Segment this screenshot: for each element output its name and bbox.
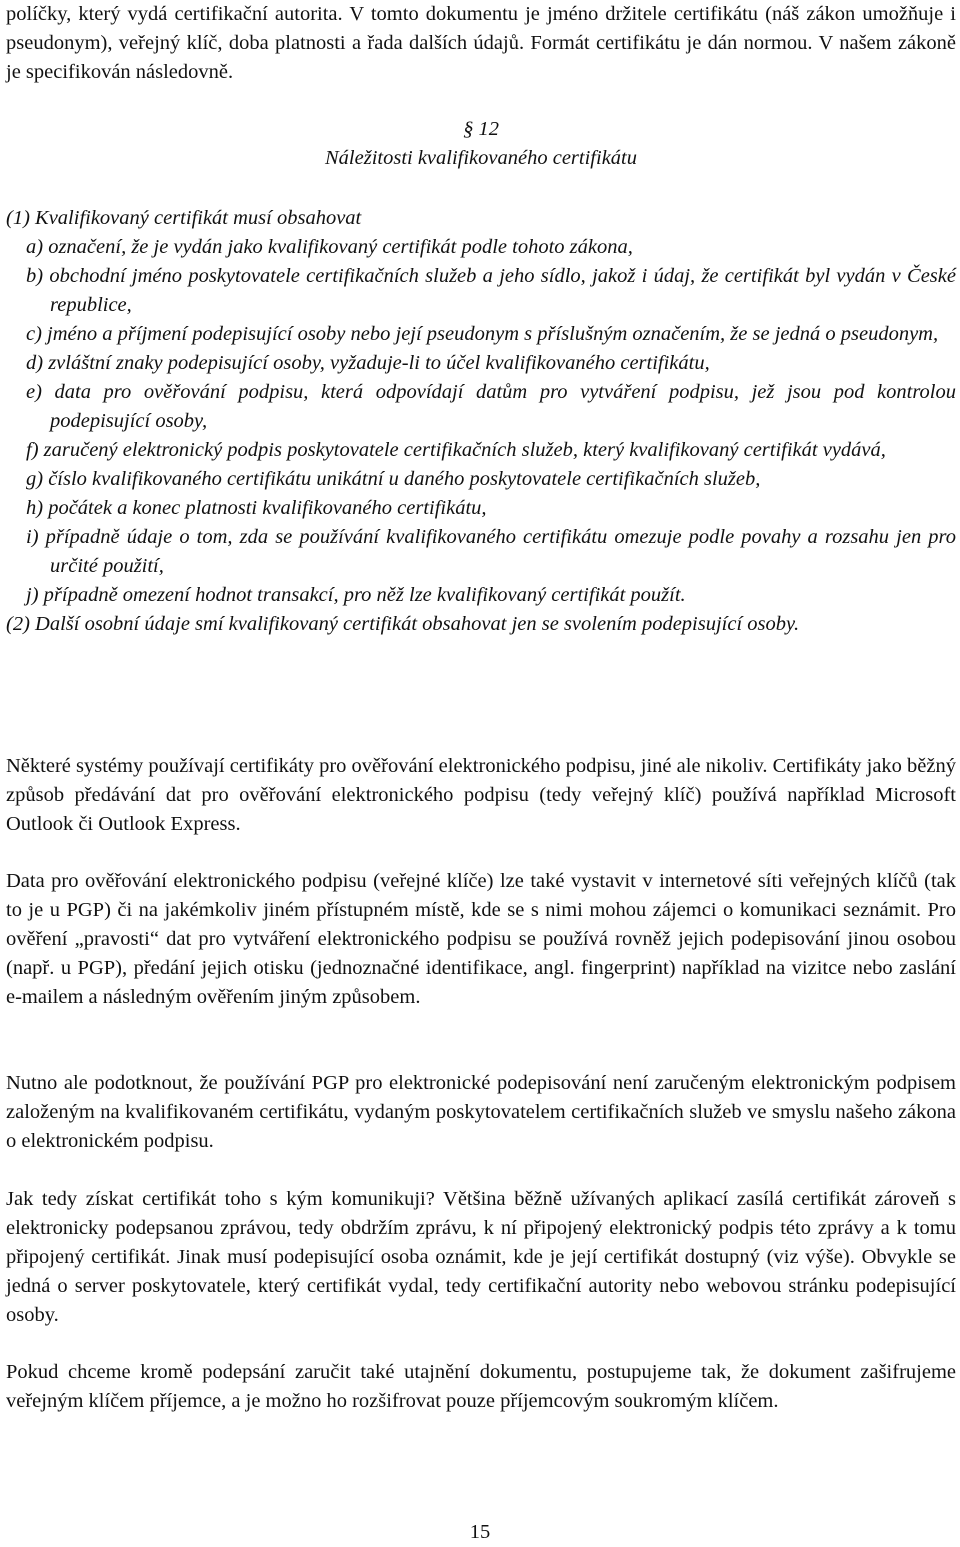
list-item-a: a) označení, že je vydán jako kvalifikovaný certifikát podle tohoto zákona, [26, 236, 633, 258]
section-title: Náležitosti kvalifikovaného certifikátu [325, 147, 637, 169]
paragraph-public-keys: Data pro ověřování elektronického podpisu (veřejné klíče) lze také vystavit v internetové síti veřejných klíčů (tak to je u PGP) či na jakémkoliv jiném přístupném místě, kde se s nimi mohou zájemci o komunikaci seznámit. Pro ověření „pravosti“ dat pro vytváření elektronického podpisu se používá rovněž jejich podepisování jinou osobou (např. u PGP), předání jejich otisku (jednoznačné identifikace, angl. fingerprint) například na vizitce nebo zaslání e-mailem a následným ověřením jiným způsobem. [6, 870, 956, 1008]
list-item-j: j) případně omezení hodnot transakcí, pro něž lze kvalifikovaný certifikát použít. [26, 584, 686, 606]
paragraph-pgp: Nutno ale podotknout, že používání PGP pro elektronické podepisování není zaručeným elektronickým podpisem založeným na kvalifikovaném certifikátu, vydaným poskytovatelem certifikačních služeb ve smyslu našeho zákona o elektronickém podpisu. [6, 1072, 956, 1152]
paragraph-get-certificate: Jak tedy získat certifikát toho s kým komunikuji? Většina běžně užívaných aplikací zasílá certifikát zároveň s elektronicky podepsanou zprávou, tedy obdržím zprávu, k ní připojený elektronický podpis této zprávy a k tomu připojený certifikát. Jinak musí podepisující osoba oznámit, kde je její certifikát dostupný (viz výše). Obvykle se jedná o server poskytovatele, který certifikát vydal, tedy certifikační autority nebo webovou stránku podepisující osoby. [6, 1188, 956, 1326]
section-para-2: (2) Další osobní údaje smí kvalifikovaný certifikát obsahovat jen se svolením podepisující osoby. [6, 613, 800, 635]
page-number: 15 [469, 1521, 491, 1543]
list-item-e: e) data pro ověřování podpisu, která odpovídají datům pro vytváření podpisu, jež jsou pod kontrolou podepisující osoby, [26, 381, 956, 432]
list-item-h: h) počátek a konec platnosti kvalifikovaného certifikátu, [26, 497, 487, 519]
list-item-f: f) zaručený elektronický podpis poskytovatele certifikačních služeb, který kvalifikovaný certifikát vydává, [26, 439, 886, 461]
list-item-g: g) číslo kvalifikovaného certifikátu unikátní u daného poskytovatele certifikačních služeb, [26, 468, 761, 490]
list-item-c: c) jméno a příjmení podepisující osoby nebo její pseudonym s příslušným označením, že se jedná o pseudonym, [26, 323, 939, 345]
paragraph-certificates: Některé systémy používají certifikáty pro ověřování elektronického podpisu, jiné ale nikoliv. Certifikáty jako běžný způsob předávání dat pro ověřování elektronického podpisu (tedy veřejný klíč) používá například Microsoft Outlook či Outlook Express. [6, 755, 956, 835]
list-item-d: d) zvláštní znaky podepisující osoby, vyžaduje-li to účel kvalifikovaného certifikátu, [26, 352, 710, 374]
list-item-b: b) obchodní jméno poskytovatele certifikačních služeb a jeho sídlo, jakož i údaj, že certifikát byl vydán v České republice, [26, 265, 956, 316]
section-body [6, 204, 956, 639]
list-item-i: i) případně údaje o tom, zda se používání kvalifikovaného certifikátu omezuje podle povahy a rozsahu jen pro určité použití, [26, 526, 956, 577]
section-number: § 12 [463, 118, 499, 140]
section-lead: (1) Kvalifikovaný certifikát musí obsahovat [6, 207, 362, 229]
paragraph-encryption: Pokud chceme kromě podepsání zaručit také utajnění dokumentu, postupujeme tak, že dokument zašifrujeme veřejným klíčem příjemce, a je možno ho rozšifrovat pouze příjemcovým soukromým klíčem. [6, 1361, 956, 1412]
intro-paragraph: políčky, který vydá certifikační autorita. V tomto dokumentu je jméno držitele certifikátu (náš zákon umožňuje i pseudonym), veřejný klíč, doba platnosti a řada dalších údajů. Formát certifikátu je dán normou. V našem zákoně je specifikován následovně. [6, 3, 956, 83]
